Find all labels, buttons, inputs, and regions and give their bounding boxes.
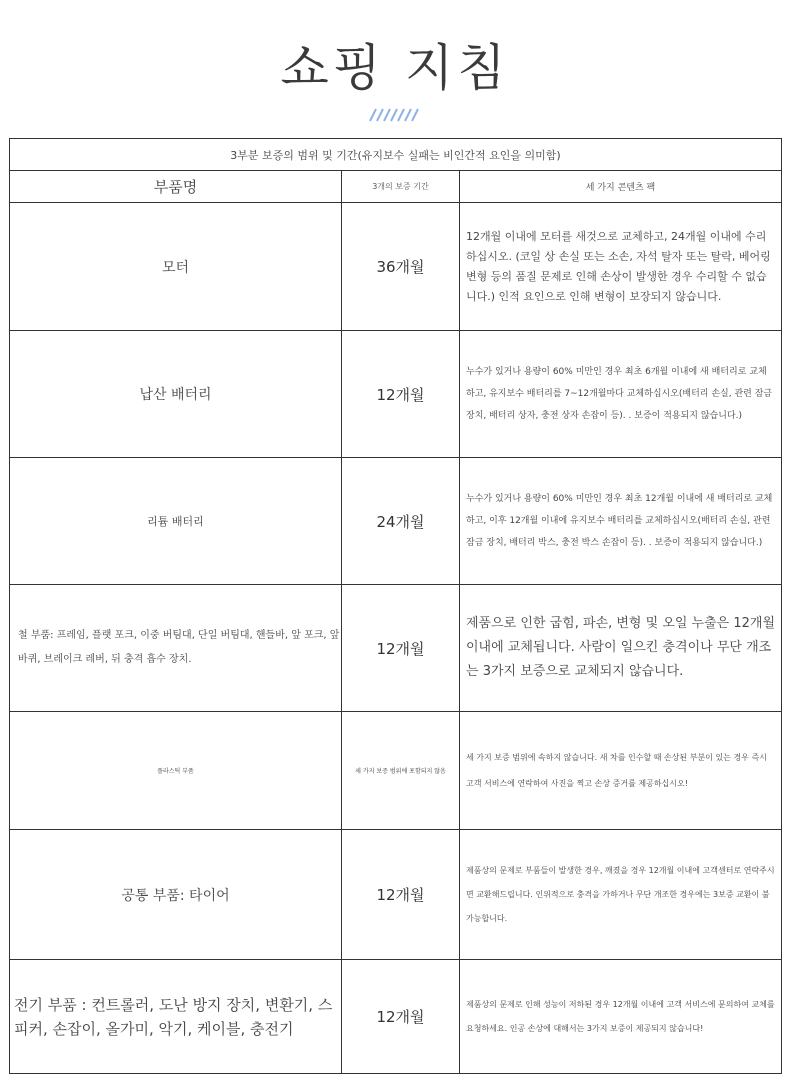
part-name: 전기 부품 : 컨트롤러, 도난 방지 장치, 변환기, 스피커, 손잡이, 올가미, 악기, 케이블, 충전기 <box>10 960 342 1074</box>
warranty-period: 세 가지 보증 범위에 포함되지 않음 <box>342 712 460 830</box>
table-caption: 3부분 보증의 범위 및 기간(유지보수 실패는 비인간적 요인을 의미함) <box>10 139 782 171</box>
warranty-content: 12개월 이내에 모터를 새것으로 교체하고, 24개월 이내에 수리하십시오. (코일 상 손실 또는 소손, 자석 탈자 또는 탈락, 베어링 변형 등의 품질 문제로 인해 손상이 발생한 경우 수리할 수 없습니다.) 인적 요인으로 인해 변형이 보장되지 않습니다. <box>460 203 782 331</box>
part-name: 플라스틱 부품 <box>10 712 342 830</box>
table-row-lead-acid-battery <box>10 331 782 458</box>
part-name: 납산 배터리 <box>10 331 342 458</box>
warranty-period: 12개월 <box>342 331 460 458</box>
warranty-period: 12개월 <box>342 830 460 960</box>
table-row-electrical-parts <box>10 960 782 1074</box>
warranty-period: 24개월 <box>342 458 460 585</box>
table-row-iron-parts <box>10 585 782 712</box>
table-row-lithium-battery <box>10 458 782 585</box>
header-warranty-content: 세 가지 콘텐츠 팩 <box>460 171 782 203</box>
part-name: 모터 <box>10 203 342 331</box>
warranty-period: 12개월 <box>342 585 460 712</box>
slash-decoration <box>368 108 424 122</box>
warranty-content: 제품으로 인한 굽힘, 파손, 변형 및 오일 누출은 12개월 이내에 교체됩니다. 사람이 일으킨 충격이나 무단 개조는 3가지 보증으로 교체되지 않습니다. <box>460 585 782 712</box>
page-title: 쇼핑 지침 <box>280 39 510 97</box>
part-name: 철 부품: 프레임, 플랫 포크, 이중 버팀대, 단일 버팀대, 핸들바, 앞 포크, 앞바퀴, 브레이크 레버, 뒤 충격 흡수 장치. <box>10 585 342 712</box>
header-part-name: 부품명 <box>10 171 342 203</box>
warranty-table <box>9 138 782 1074</box>
warranty-period: 12개월 <box>342 960 460 1074</box>
part-name: 리튬 배터리 <box>10 458 342 585</box>
table-row-plastic-parts <box>10 712 782 830</box>
part-name: 공통 부품: 타이어 <box>10 830 342 960</box>
table-row-tires <box>10 830 782 960</box>
table-row-motor <box>10 203 782 331</box>
warranty-content: 제품상의 문제로 부품들이 발생한 경우, 깨졌을 경우 12개월 이내에 고객센터로 연락주시면 교환해드립니다. 인위적으로 충격을 가하거나 무단 개조한 경우에는 3보증 교환이 불가능합니다. <box>460 830 782 960</box>
warranty-content: 누수가 있거나 용량이 60% 미만인 경우 최초 12개월 이내에 새 배터리로 교체하고, 이후 12개월 이내에 유지보수 배터리를 교체하십시오(배터리 손실, 관련 잠금 장치, 배터리 박스, 충전 박스 손잡이 등). . 보증이 적용되지 않습니다.) <box>460 458 782 585</box>
warranty-content: 세 가지 보증 범위에 속하지 않습니다. 새 차를 인수할 때 손상된 부분이 있는 경우 즉시 고객 서비스에 연락하여 사진을 찍고 손상 증거를 제공하십시오! <box>460 712 782 830</box>
warranty-period: 36개월 <box>342 203 460 331</box>
header-row <box>10 171 782 203</box>
header-warranty-period: 3개의 보증 기간 <box>342 171 460 203</box>
warranty-content: 제품상의 문제로 인해 성능이 저하된 경우 12개월 이내에 고객 서비스에 문의하여 교체를 요청하세요. 인공 손상에 대해서는 3가지 보증이 제공되지 않습니다! <box>460 960 782 1074</box>
warranty-content: 누수가 있거나 용량이 60% 미만인 경우 최초 6개월 이내에 새 배터리로 교체하고, 유지보수 배터리를 7~12개월마다 교체하십시오(배터리 손실, 관련 잠금 장치, 배터리 상자, 충전 상자 손잡이 등). . 보증이 적용되지 않습니다.) <box>460 331 782 458</box>
